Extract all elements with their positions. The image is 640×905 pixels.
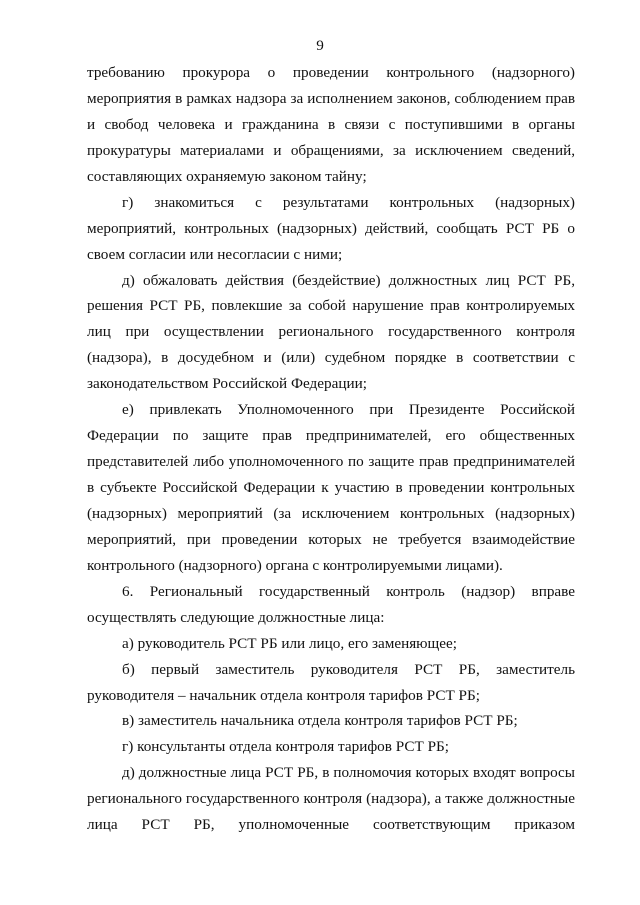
text-line: в) заместитель начальника отдела контроля тарифов РСТ РБ; bbox=[122, 712, 518, 730]
text-line: мероприятий, при проведении которых не требуется взаимодействие bbox=[87, 530, 575, 548]
text-line: а) руководитель РСТ РБ или лицо, его заменяющее; bbox=[122, 634, 457, 652]
text-line: г) консультанты отдела контроля тарифов РСТ РБ; bbox=[122, 738, 449, 756]
text-line: б) первый заместитель руководителя РСТ РБ, заместитель bbox=[122, 660, 575, 678]
page-number: 9 bbox=[316, 37, 324, 54]
text-line: д) обжаловать действия (бездействие) должностных лиц РСТ РБ, bbox=[122, 271, 575, 289]
text-line: лиц при осуществлении регионального государственного контроля bbox=[87, 323, 575, 341]
text-line: регионального государственного контроля (надзора), а также должностные bbox=[87, 790, 575, 808]
text-line: лица РСТ РБ, уполномоченные соответствующим приказом bbox=[87, 816, 575, 834]
text-line: (надзорных) мероприятий (за исключением контрольных (надзорных) bbox=[87, 504, 575, 522]
text-line: в субъекте Российской Федерации к участию в проведении контрольных bbox=[87, 479, 575, 496]
text-line: осуществлять следующие должностные лица: bbox=[87, 608, 385, 626]
text-line: и свобод человека и гражданина в связи с поступившими в органы bbox=[87, 115, 575, 133]
text-line: контрольного (надзорного) органа с контролируемыми лицами). bbox=[87, 556, 503, 574]
document-body bbox=[87, 60, 575, 838]
text-line: Федерации по защите прав предпринимателей, его общественных bbox=[87, 427, 575, 445]
text-line: е) привлекать Уполномоченного при Президенте Российской bbox=[122, 401, 575, 419]
text-line: требованию прокурора о проведении контрольного (надзорного) bbox=[87, 64, 575, 81]
text-line: мероприятий, контрольных (надзорных) действий, сообщать РСТ РБ о bbox=[87, 219, 575, 237]
text-line: решения РСТ РБ, повлекшие за собой нарушение прав контролируемых bbox=[87, 297, 575, 315]
text-line: представителей либо уполномоченного по защите прав предпринимателей bbox=[87, 453, 575, 471]
text-line: г) знакомиться с результатами контрольных (надзорных) bbox=[122, 193, 575, 211]
text-line: (надзора), в досудебном и (или) судебном порядке в соответствии с bbox=[87, 349, 575, 367]
text-line: д) должностные лица РСТ РБ, в полномочия которых входят вопросы bbox=[122, 764, 575, 782]
text-line: руководителя – начальник отдела контроля тарифов РСТ РБ; bbox=[87, 686, 480, 704]
text-line: законодательством Российской Федерации; bbox=[87, 375, 367, 393]
text-line: своем согласии или несогласии с ними; bbox=[87, 245, 343, 263]
text-line: прокуратуры материалами и обращениями, за исключением сведений, bbox=[87, 141, 575, 159]
text-line: мероприятия в рамках надзора за исполнением законов, соблюдением прав bbox=[87, 89, 575, 107]
text-line: составляющих охраняемую законом тайну; bbox=[87, 167, 367, 185]
text-line: 6. Региональный государственный контроль (надзор) вправе bbox=[122, 582, 575, 600]
